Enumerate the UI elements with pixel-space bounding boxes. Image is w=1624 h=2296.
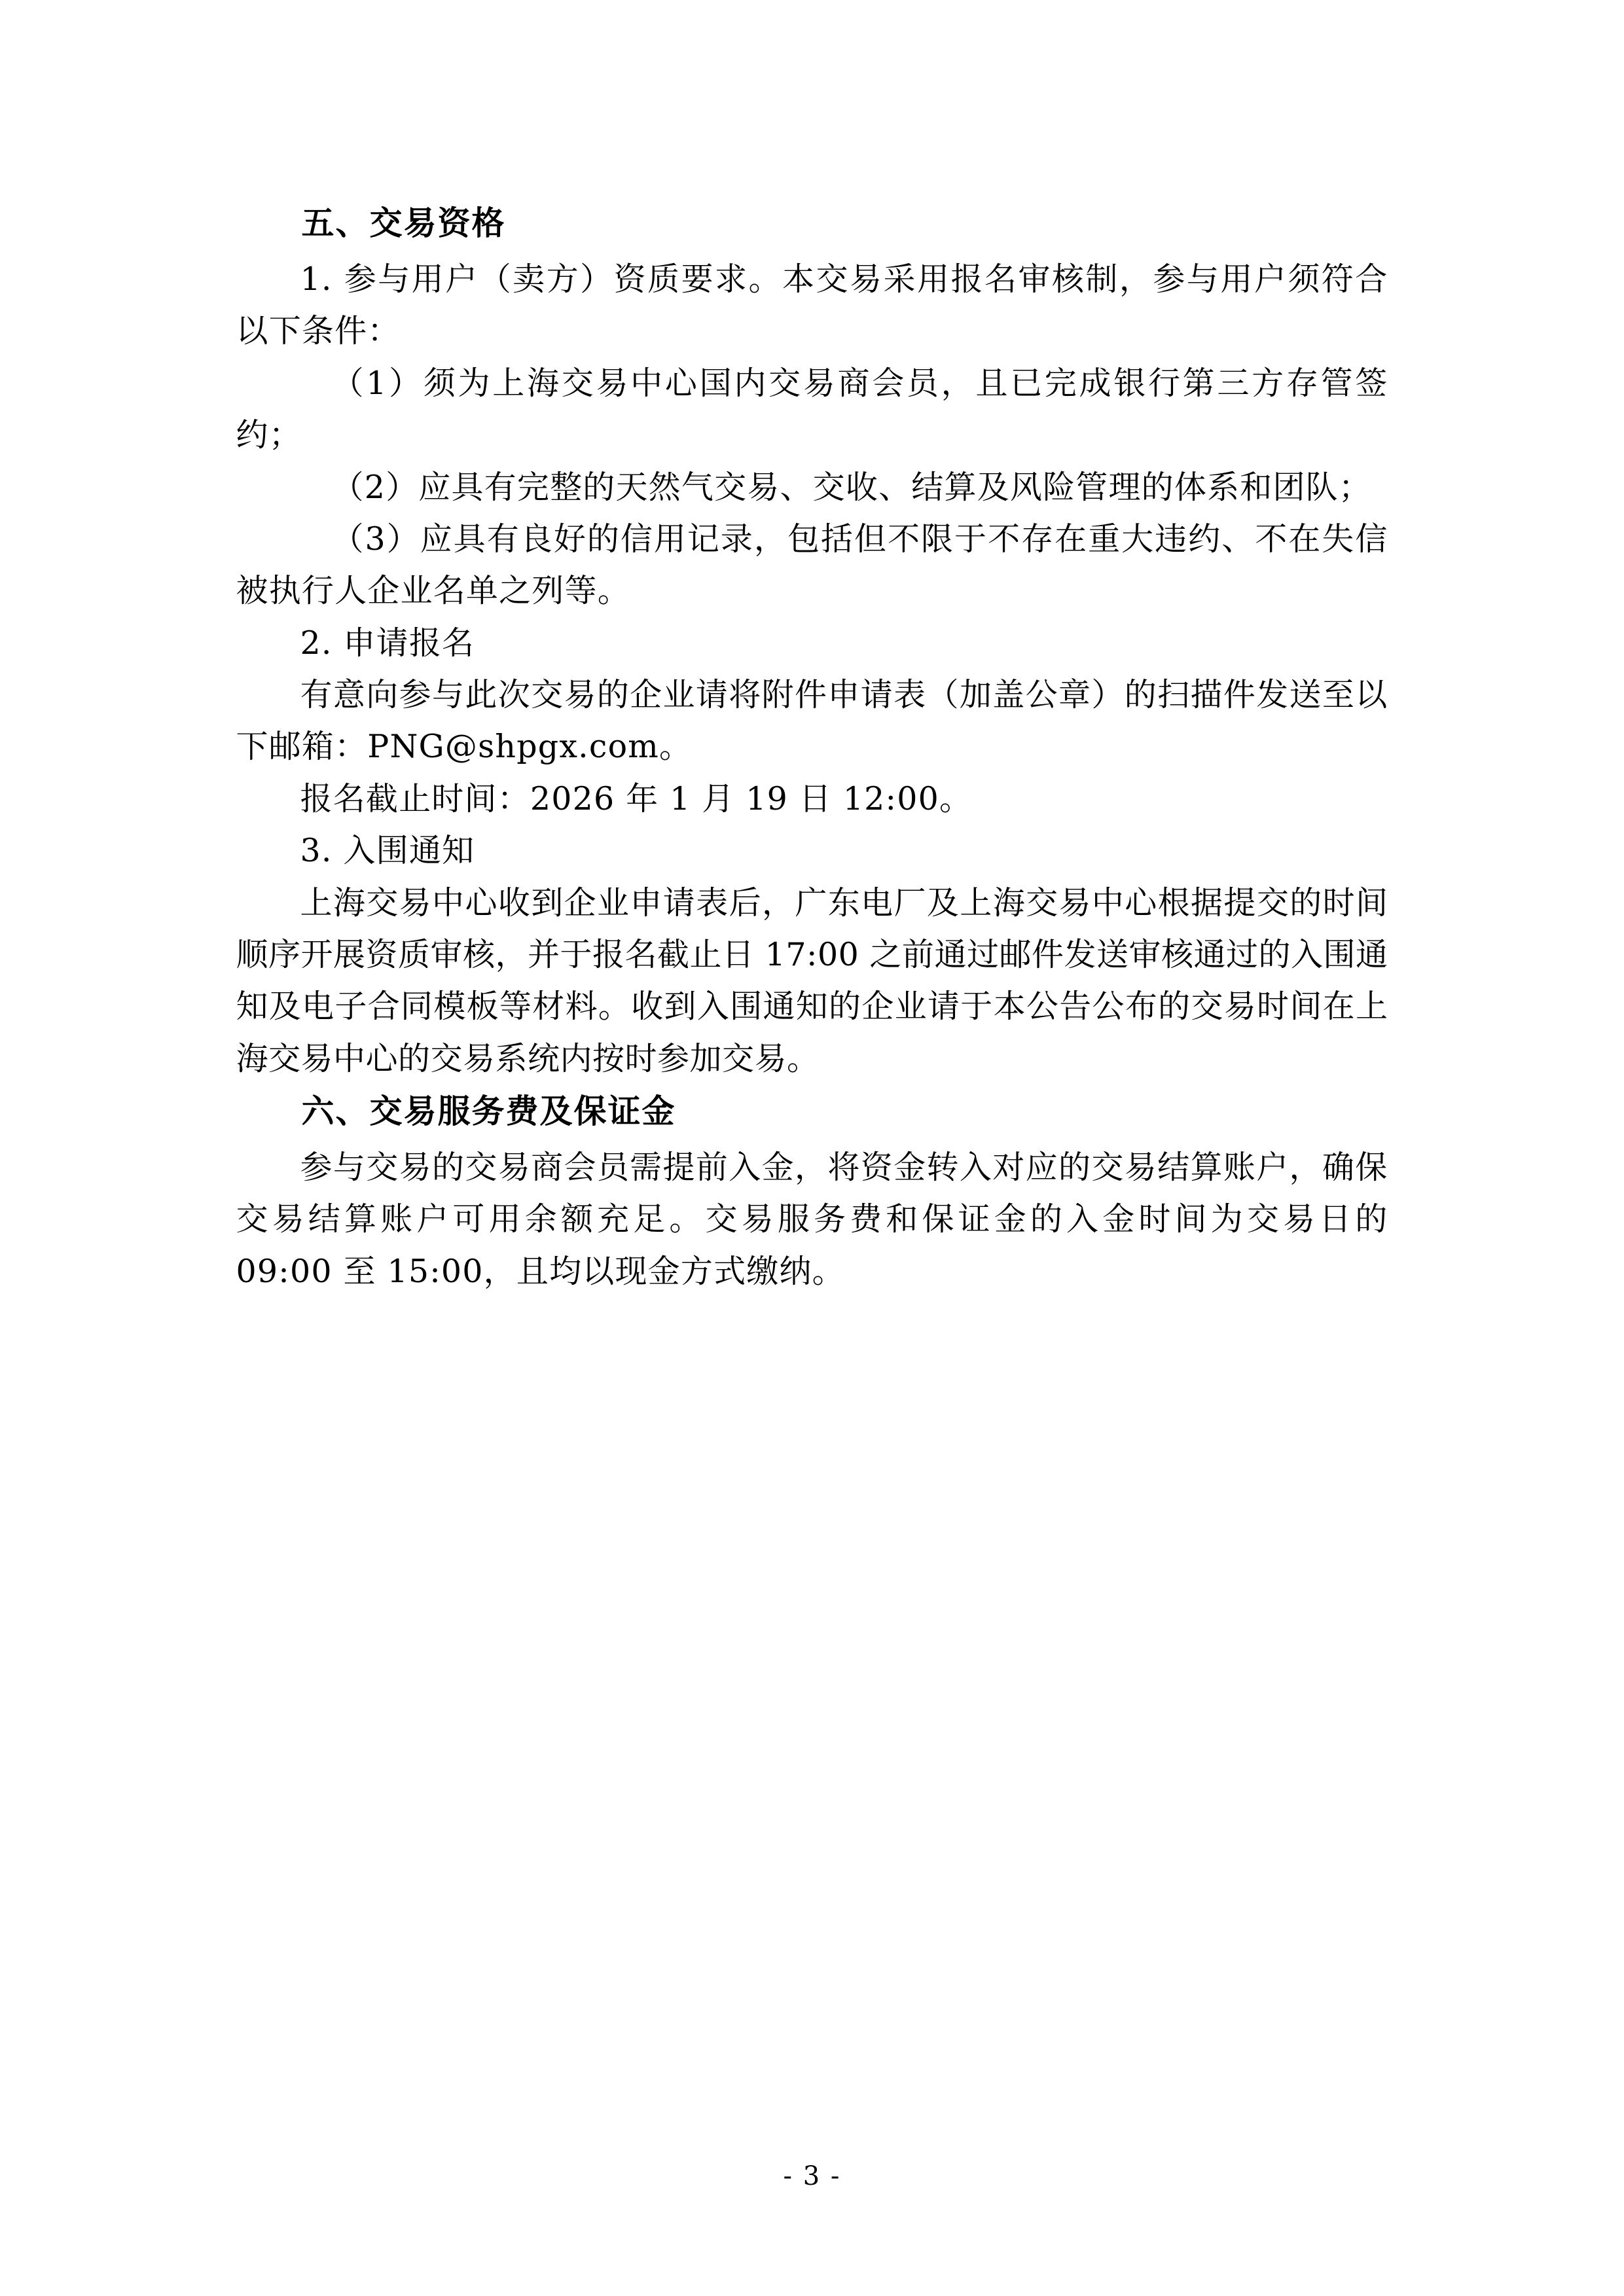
paragraph-condition-1: （1）须为上海交易中心国内交易商会员，且已完成银行第三方存管签约； bbox=[236, 364, 1388, 454]
paragraph-shortlist-notice-title: 3. 入围通知 bbox=[300, 832, 475, 870]
paragraph-qualification-requirements: 1. 参与用户（卖方）资质要求。本交易采用报名审核制，参与用户须符合以下条件： bbox=[236, 260, 1388, 350]
section-heading-six: 六、交易服务费及保证金 bbox=[301, 1092, 676, 1130]
paragraph-application-email: 有意向参与此次交易的企业请将附件申请表（加盖公章）的扫描件发送至以下邮箱：PNG@shpgx.com。 bbox=[236, 676, 1388, 766]
paragraph-condition-3: （3）应具有良好的信用记录，包括但不限于不存在重大违约、不在失信被执行人企业名单之列等。 bbox=[236, 520, 1388, 610]
page-content bbox=[236, 196, 1388, 1297]
paragraph-apply-registration-title: 2. 申请报名 bbox=[300, 624, 475, 662]
section-heading-five: 五、交易资格 bbox=[301, 204, 506, 242]
page-number: - 3 - bbox=[783, 2161, 841, 2191]
paragraph-service-fee-deposit: 参与交易的交易商会员需提前入金，将资金转入对应的交易结算账户，确保交易结算账户可用余额充足。交易服务费和保证金的入金时间为交易日的 09:00 至 15:00，且均以现金方式缴纳。 bbox=[236, 1149, 1388, 1290]
paragraph-condition-2: （2）应具有完整的天然气交易、交收、结算及风险管理的体系和团队； bbox=[331, 468, 1372, 506]
paragraph-shortlist-notice-body: 上海交易中心收到企业申请表后，广东电厂及上海交易中心根据提交的时间顺序开展资质审核，并于报名截止日 17:00 之前通过邮件发送审核通过的入围通知及电子合同模板等材料。收到入围通知的企业请于本公告公布的交易时间在上海交易中心的交易系统内按时参加交易。 bbox=[236, 884, 1388, 1077]
paragraph-registration-deadline: 报名截止时间：2026 年 1 月 19 日 12:00。 bbox=[300, 780, 973, 817]
